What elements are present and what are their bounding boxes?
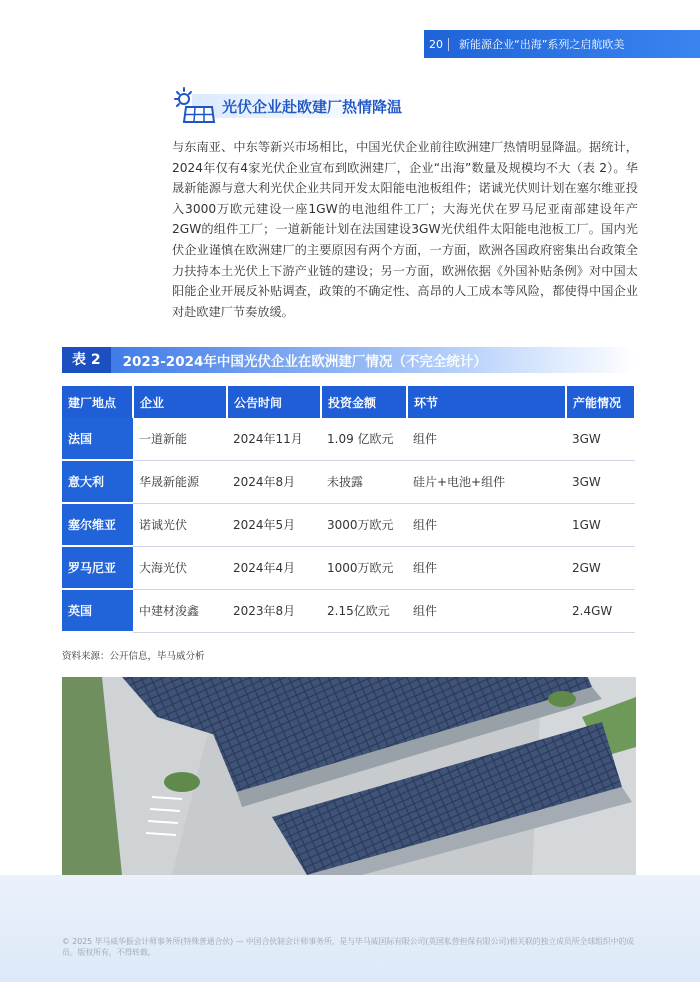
section-heading [172, 86, 422, 126]
column-header-segment: 环节 [407, 386, 566, 418]
cell-capacity: 3GW [566, 460, 635, 503]
cell-date: 2023年8月 [227, 589, 321, 632]
cell-date: 2024年11月 [227, 418, 321, 460]
table-title: 2023-2024年中国光伏企业在欧洲建厂情况（不完全统计） [122, 354, 487, 370]
cell-location: 意大利 [62, 460, 133, 503]
cell-investment: 未披露 [321, 460, 407, 503]
aerial-solar-parking-image [62, 677, 636, 875]
table-row [62, 546, 635, 589]
cell-investment: 2.15亿欧元 [321, 589, 407, 632]
cell-segment: 组件 [407, 546, 566, 589]
copyright-footer: © 2025 毕马威华振会计师事务所(特殊普通合伙) — 中国合伙制会计师事务所，是与毕马威国际有限公司(英国私营担保有限公司)相关联的独立成员所全球组织中的成员。版权所有，不得转载。 [62, 937, 635, 957]
table-tag: 表 2 [62, 347, 111, 373]
cell-date: 2024年8月 [227, 460, 321, 503]
cell-date: 2024年4月 [227, 546, 321, 589]
cell-company: 华晟新能源 [133, 460, 227, 503]
column-header-investment: 投资金额 [321, 386, 407, 418]
cell-company: 一道新能 [133, 418, 227, 460]
cell-company: 大海光伏 [133, 546, 227, 589]
header-bar [424, 30, 700, 58]
table-caption [62, 347, 636, 373]
column-header-capacity: 产能情况 [566, 386, 635, 418]
column-header-company: 企业 [133, 386, 227, 418]
cell-location: 英国 [62, 589, 133, 632]
page-number: 20 [424, 38, 449, 51]
cell-investment: 1000万欧元 [321, 546, 407, 589]
cell-company: 中建材浚鑫 [133, 589, 227, 632]
cell-location: 塞尔维亚 [62, 503, 133, 546]
cell-capacity: 2GW [566, 546, 635, 589]
cell-segment: 组件 [407, 418, 566, 460]
cell-capacity: 1GW [566, 503, 635, 546]
cell-capacity: 2.4GW [566, 589, 635, 632]
cell-date: 2024年5月 [227, 503, 321, 546]
cell-company: 诺诚光伏 [133, 503, 227, 546]
section-title: 光伏企业赴欧建厂热情降温 [222, 98, 403, 116]
cell-segment: 组件 [407, 503, 566, 546]
source-note: 资料来源：公开信息，毕马威分析 [62, 651, 205, 662]
solar-panel-icon [172, 86, 216, 126]
header-title: 新能源企业“出海”系列之启航欧美 [459, 38, 625, 51]
column-header-date: 公告时间 [227, 386, 321, 418]
cell-investment: 1.09 亿欧元 [321, 418, 407, 460]
cell-segment: 组件 [407, 589, 566, 632]
factory-table [62, 386, 636, 633]
body-paragraph: 与东南亚、中东等新兴市场相比，中国光伏企业前往欧洲建厂热情明显降温。据统计，2024年仅有4家光伏企业宣布到欧洲建厂，企业“出海”数量及规模均不大（表 2）。华晟新能源与意大利光伏企业共同开发太阳能电池板组件；诺诚光伏则计划在塞尔维亚投入3000万欧元建设一座1GW的电池组件工厂；大海光伏在罗马尼亚南部建设年产2GW的组件工厂；一道新能计划在法国建设3GW光伏组件太阳能电池板工厂。国内光伏企业谨慎在欧洲建厂的主要原因有两个方面，一方面，欧洲各国政府密集出台政策全力扶持本土光伏上下游产业链的建设；另一方面，欧洲依据《外国补贴条例》对中国太阳能企业开展反补贴调查，政策的不确定性、高昂的人工成本等风险，都使得中国企业对赴欧建厂节奏放缓。 [172, 140, 638, 319]
solar-carport-photo [62, 677, 636, 875]
table-row [62, 460, 635, 503]
column-header-location: 建厂地点 [62, 386, 133, 418]
cell-location: 法国 [62, 418, 133, 460]
table-header-row [62, 386, 635, 418]
cell-capacity: 3GW [566, 418, 635, 460]
cell-investment: 3000万欧元 [321, 503, 407, 546]
table-row [62, 589, 635, 632]
cell-segment: 硅片+电池+组件 [407, 460, 566, 503]
table-row [62, 418, 635, 460]
footer-background [0, 875, 700, 982]
table-row [62, 503, 635, 546]
cell-location: 罗马尼亚 [62, 546, 133, 589]
